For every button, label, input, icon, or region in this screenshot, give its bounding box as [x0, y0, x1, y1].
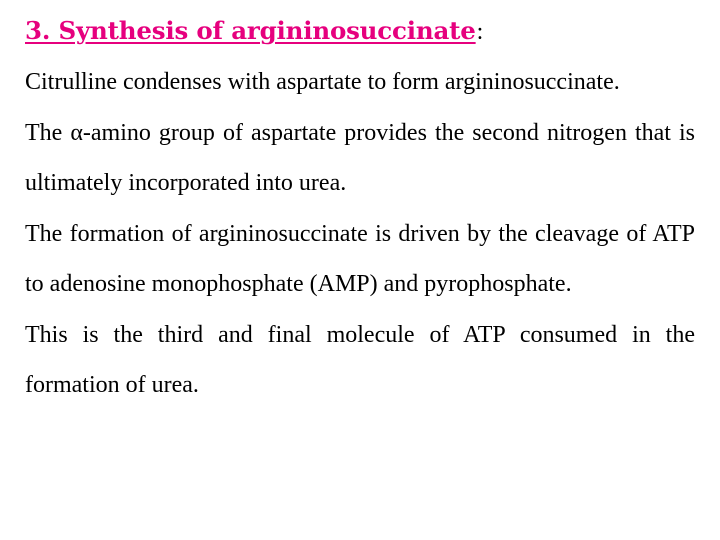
paragraph-final-atp: This is the third and final molecule of ATP consumed in the formation of urea.	[25, 321, 695, 398]
paragraph-atp-cleavage: The formation of argininosuccinate is driven by the cleavage of ATP to adenosine monophosphate (AMP) and pyrophosphate.	[25, 220, 695, 297]
section-title: 3. Synthesis of argininosuccinate	[25, 16, 476, 45]
title-colon: :	[476, 19, 484, 45]
paragraph-condensation: Citrulline condenses with aspartate to form argininosuccinate.	[25, 69, 620, 95]
heading	[25, 13, 695, 49]
paragraph-amino-group: The α-amino group of aspartate provides the second nitrogen that is ultimately incorporated into urea.	[25, 119, 695, 196]
body-text	[25, 57, 695, 411]
